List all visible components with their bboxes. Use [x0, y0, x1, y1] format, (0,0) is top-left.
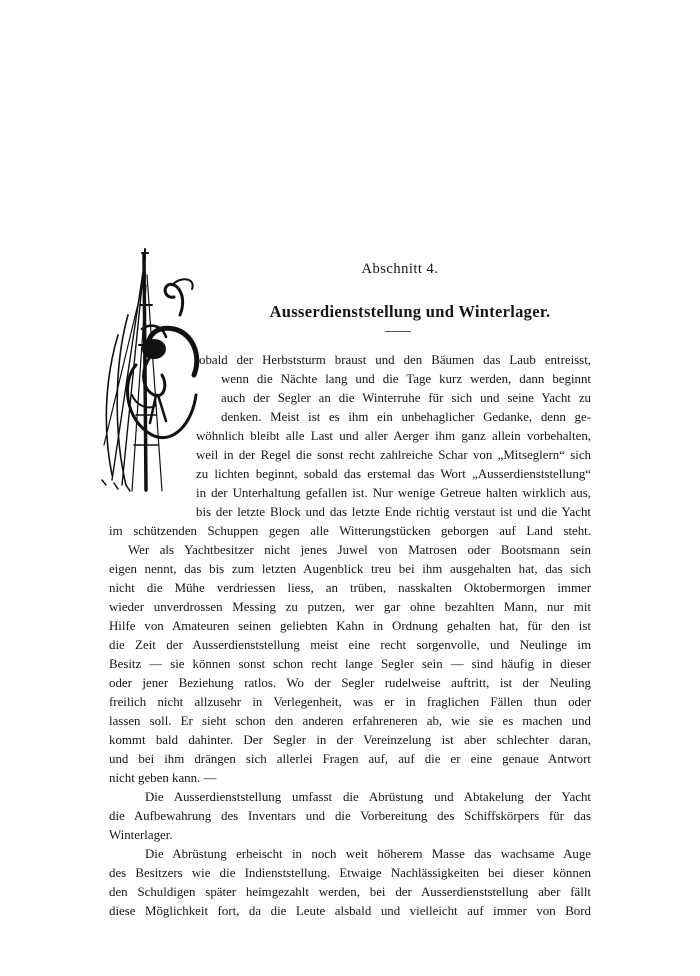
chapter-label: Abschnitt 4. [361, 261, 439, 277]
text-line: Die Ausserdienststellung umfasst die Abrüstung und Abtakelung der Yacht [145, 790, 591, 804]
text-line: nicht die Mühe verdriessen liess, an trüben, nasskalten Oktobermorgen immer [109, 581, 591, 595]
text-line: Hilfe von Amateuren seinen geliebten Kahn in Ordnung gehalten hat, für den ist [109, 619, 591, 633]
text-line: oder jener Beziehung ratlos. Wo der Segler rudelweise auftritt, ist der Neuling [109, 676, 591, 690]
text-line: im schützenden Schuppen gegen alle Witterungstücken geborgen auf Land steht. [109, 524, 591, 538]
text-line: des Besitzers wie die Indienststellung. Etwaige Nachlässigkeiten bei dieser können [109, 866, 591, 880]
text-line: Besitz — sie können sonst schon recht lange Segler sein — sind häufig in dieser [109, 657, 591, 671]
text-line: bis der letzte Block und das letzte Ende richtig verstaut ist und die Yacht [196, 505, 591, 519]
text-line: Die Abrüstung erheischt in noch weit höherem Masse das wachsame Auge [145, 847, 591, 861]
chapter-title: Ausserdienststellung und Winterlager. [269, 302, 551, 321]
text-line: Wer als Yachtbesitzer nicht jenes Juwel von Matrosen oder Bootsmann sein [128, 543, 591, 557]
text-line: wenn die Nächte lang und die Tage kurz werden, dann beginnt [221, 372, 591, 386]
text-line: die Zeit der Ausserdienststellung meist eine recht sorgenvolle, und Neulinge im [109, 638, 591, 652]
text-line: wöhnlich bleibt alle Last und aller Aerger ihm ganz allein vorbehalten, [196, 429, 591, 443]
text-line: wieder unverdrossen Messing zu putzen, wer gar ohne bezahlten Mann, nur mit [109, 600, 591, 614]
text-line: kommt bald dahinter. Der Segler in der Vereinzelung ist aber schlechter daran, [109, 733, 591, 747]
text-line: freilich nicht allzusehr in Verlegenheit, was er in fraglichen Fällen thun oder [109, 695, 591, 709]
title-divider [385, 331, 411, 332]
text-line: obald der Herbststurm braust und den Bäumen das Laub entreisst, [199, 353, 591, 367]
text-line: in der Unterhaltung gefallen ist. Nur wenige Getreue halten wirklich aus, [196, 486, 591, 500]
text-line: Winterlager. [109, 828, 173, 842]
text-line: eigen nennt, das bis zum letzten Augenblick treu bei ihm ausgehalten hat, das sich [109, 562, 591, 576]
text-line: die Aufbewahrung des Inventars und die Vorbereitung des Schiffskörpers für das [109, 809, 591, 823]
text-line: auch der Segler an die Winterruhe für sich und seine Yacht zu [221, 391, 591, 405]
text-line: und bei ihm drängen sich allerlei Fragen auf, auf die er eine genaue Antwort [109, 752, 591, 766]
text-line: weil in der Regel die sonst recht zahlreiche Schar von „Mitseglern“ sich [196, 448, 591, 462]
text-line: zu lichten beginnt, sobald das erstemal das Wort „Ausserdienststellung“ [196, 467, 591, 481]
text-line: denken. Meist ist es ihm ein unbehaglicher Gedanke, denn ge- [221, 410, 591, 424]
text-line: den Schuldigen später heimgezahlt werden, bei der Ausserdienststellung aber fällt [109, 885, 591, 899]
ornamental-initial-s-with-yacht-mast-icon [92, 245, 204, 495]
text-line: diese Möglichkeit fort, da die Leute alsbald und vielleicht auf immer von Bord [109, 904, 591, 918]
text-line: lassen soll. Er sieht schon den anderen erfahreneren ab, wie sie es machen und [109, 714, 591, 728]
text-line: nicht geben kann. — [109, 771, 217, 785]
